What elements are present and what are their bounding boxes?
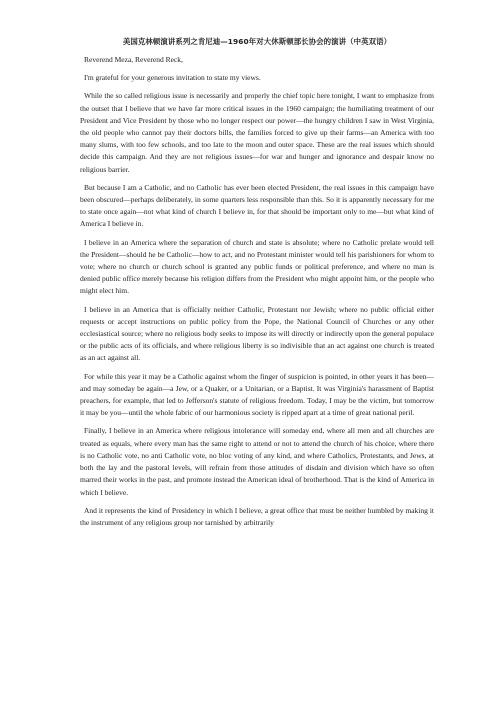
paragraph: Finally, I believe in an America where religious intolerance will someday end, where all men and all churches are treated as equals, where every man has the same right to attend or not to attend the church of his choice, where there is no Catholic vote, no anti Catholic vote, no bloc voting of any kind, and where Catholics, Protestants, and Jews, at both the lay and the pastoral levels, will refrain from those attitudes of disdain and division which have so often marred their works in the past, and promote instead the American ideal of brotherhood. That is the kind of America in which I believe. <box>80 426 434 497</box>
document-title: 美国克林顿演讲系列之肯尼迪—1960年对大休斯顿部长协会的演讲（中英双语） <box>122 37 392 46</box>
paragraph: For while this year it may be a Catholic against whom the finger of suspicion is pointed, in other years it has been—and may someday be again—a Jew, or a Quaker, or a Unitarian, or a Baptist. It was Virginia's harassment of Baptist preachers, for example, that led to Jefferson's statute of religious freedom. Today, I may be the victim, but tomorrow it may be you—until the whole fabric of our harmonious society is ripped apart at a time of great national peril. <box>80 371 434 418</box>
paragraph: But because I am a Catholic, and no Catholic has ever been elected President, the real issues in this campaign have been obscured—perhaps deliberately, in some quarters less responsible than this. So it is apparently necessary for me to state once again—not what kind of church I believe in, for that should be important only to me—but what kind of America I believe in. <box>80 182 434 229</box>
paragraph: And it represents the kind of Presidency in which I believe, a great office that must be neither humbled by making it the instrument of any religious group nor tarnished by arbitrarily <box>80 505 434 527</box>
paragraph: While the so called religious issue is necessarily and properly the chief topic here tonight, I want to emphasize from the outset that I believe that we have far more critical issues in the 1960 campaign; the humiliating treatment of our President and Vice President by those who no longer respect our power—the hungry children I saw in West Virginia, the old people who cannot pay their doctors bills, the families forced to give up their farms—an America with too many slums, with too few schools, and too late to the moon and outer space. These are the real issues which should decide this campaign. And they are not religious issues—for war and hunger and ignorance and despair know no religious barrier. <box>80 91 434 174</box>
salutation: Reverend Meza, Reverend Reck, <box>84 55 183 64</box>
opening-line: I'm grateful for your generous invitation to state my views. <box>84 73 261 83</box>
document-page <box>80 36 434 529</box>
paragraph: I believe in an America where the separation of church and state is absolute; where no Catholic prelate would tell the President—should he be Catholic—how to act, and no Protestant minister would tell his parishioners for whom to vote; where no church or church school is granted any public funds or political preference, and where no man is denied public office merely because his religion differs from the President who might appoint him, or the people who might elect him. <box>80 237 434 296</box>
paragraph: I believe in an America that is officially neither Catholic, Protestant nor Jewish; where no public official either requests or accept instructions on public policy from the Pope, the National Council of Churches or any other ecclesiastical source; where no religious body seeks to impose its will directly or indirectly upon the general populace or the public acts of its officials, and where religious liberty is so indivisible that an act against one church is treated as an act against all. <box>80 304 434 363</box>
